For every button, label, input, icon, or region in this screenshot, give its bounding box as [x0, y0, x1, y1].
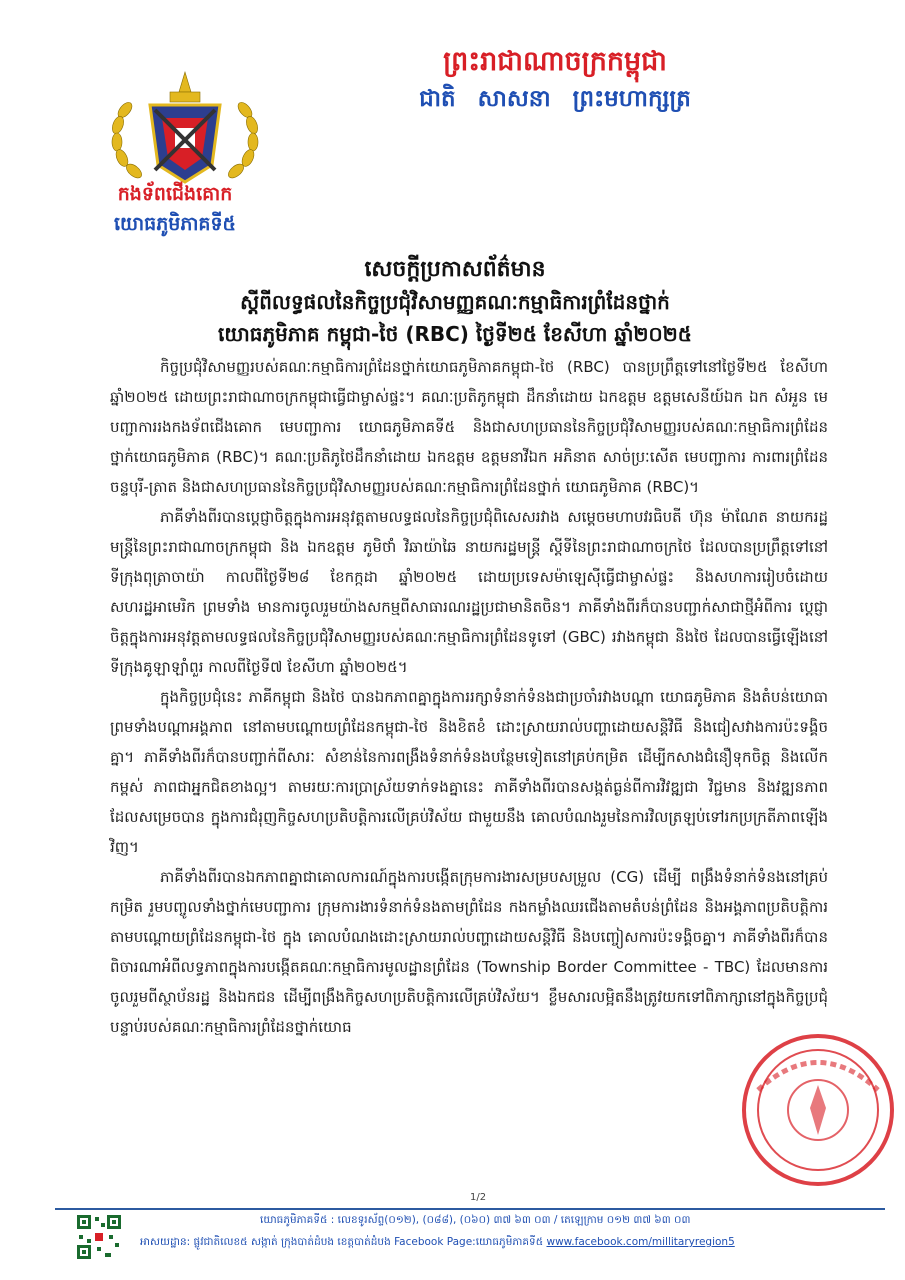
kingdom-heading: ព្រះរាជាណាចក្រកម្ពុជា — [443, 46, 667, 77]
document-subtitle-line2: យោធភូមិភាគ កម្ពុជា-ថៃ (RBC) ថ្ងៃទី២៥ ខែសីហា ឆ្នាំ២០២៥ — [218, 322, 692, 346]
page-number: 1/2 — [470, 1192, 487, 1203]
paragraph-1: កិច្ចប្រជុំវិសាមញ្ញរបស់គណៈកម្មាធិការព្រំដែនថ្នាក់យោធភូមិភាគកម្ពុជា-ថៃ (RBC) បានប្រព្រឹត្តទៅនៅថ្ងៃទី២៥ ខែសីហា ឆ្នាំ២០២៥ ដោយព្រះរាជាណាចក្រកម្ពុជាធ្វើជាម្ចាស់ផ្ទះ។ គណៈប្រតិភូកម្ពុជា ដឹកនាំដោយ ឯកឧត្តម ឧត្តមសេនីយ៍ឯក ឯក សំអួន មេបញ្ជាការរងកងទ័ពជើងគោក មេបញ្ជាការ យោធភូមិភាគទី៥ និងជាសហប្រធាននៃកិច្ចប្រជុំវិសាមញ្ញរបស់គណៈកម្មាធិការព្រំដែនថ្នាក់យោធភូមិភាគ (RBC)។ គណៈប្រតិភូថៃដឹកនាំដោយ ឯកឧត្តម ឧត្តមនាវីឯក អភិនាត សាច់ប្រៈសើត មេបញ្ជាការ ការពារព្រំដែនចន្ទបុរី-ត្រាត និងជាសហប្រធាននៃកិច្ចប្រជុំវិសាមញ្ញរបស់គណៈកម្មាធិការព្រំដែនថ្នាក់ យោធភូមិភាគ (RBC)។ — [110, 358, 828, 496]
paragraph-2: ភាគីទាំងពីរបានប្ដេជ្ញាចិត្តក្នុងការអនុវត្តតាមលទ្ធផលនៃកិច្ចប្រជុំពិសេសរវាង សម្ដេចមហាបវរធិបតី ហ៊ុន ម៉ាណែត នាយករដ្ឋមន្ត្រីនៃព្រះរាជាណាចក្រកម្ពុជា និង ឯកឧត្តម ភូមិថាំ វិឆាយ៉ាឆៃ នាយករដ្ឋមន្ត្រី ស្ដីទីនៃព្រះរាជាណាចក្រថៃ ដែលបានប្រព្រឹត្តទៅនៅទីក្រុងពុត្រាចាយ៉ា កាលពីថ្ងៃទី២៨ ខែកក្កដា ឆ្នាំ២០២៥ ដោយប្រទេសម៉ាឡេស៊ីធ្វើជាម្ចាស់ផ្ទះ និងសហការរៀបចំដោយសហរដ្ឋអាមេរិក ព្រមទាំង មានការចូលរួមយ៉ាងសកម្មពីសាធារណរដ្ឋប្រជាមានិតចិន។ ភាគីទាំងពីរក៏បានបញ្ជាក់សាជាថ្មីអំពីការ ប្ដេជ្ញាចិត្តក្នុងការអនុវត្តតាមលទ្ធផលនៃកិច្ចប្រជុំវិសាមញ្ញរបស់គណៈកម្មាធិការព្រំដែនទូទៅ (GBC) រវាងកម្ពុជា និងថៃ ដែលបានធ្វើឡើងនៅទីក្រុងគូឡាឡាំពួរ កាលពីថ្ងៃទី៧ ខែសីហា ឆ្នាំ២០២៥។ — [110, 508, 828, 676]
facebook-label: Facebook Page:យោធភូមិភាគទី៥ — [394, 1236, 544, 1248]
footer-divider — [55, 1208, 885, 1210]
national-motto: ជាតិ សាសនា ព្រះមហាក្សត្រ — [419, 86, 691, 112]
unit-name-line1: កងទ័ពជើងគោក — [117, 183, 233, 205]
qr-code-icon — [75, 1213, 123, 1261]
unit-name-line2: យោធភូមិភាគទី៥ — [114, 213, 236, 235]
paragraph-4: ភាគីទាំងពីរបានឯកភាពគ្នាជាគោលការណ៍ក្នុងការបង្កើតក្រុមការងារសម្របសម្រួល (CG) ដើម្បី ពង្រឹងទំនាក់ទំនងនៅគ្រប់កម្រិត រួមបញ្ចូលទាំងថ្នាក់មេបញ្ជាការ ក្រុមការងារទំនាក់ទំនងតាមព្រំដែន កងកម្លាំងឈរជើងតាមតំបន់ព្រំដែន និងអង្គភាពប្រតិបត្តិការតាមបណ្ដោយព្រំដែនកម្ពុជា-ថៃ ក្នុង គោលបំណងដោះស្រាយរាល់បញ្ហាដោយសន្តិវិធី និងបញ្ចៀសការប៉ះទង្គិចគ្នា។ ភាគីទាំងពីរក៏បាន ពិចារណាអំពីលទ្ធភាពក្នុងការបង្កើតគណៈកម្មាធិការមូលដ្ឋានព្រំដែន (Township Border Committee - TBC) ដែលមានការចូលរួមពីស្ថាប័នរដ្ឋ និងឯកជន ដើម្បីពង្រឹងកិច្ចសហប្រតិបត្តិការលើគ្រប់វិស័យ។ ខ្លឹមសារលម្អិតនឹងត្រូវយកទៅពិភាក្សានៅក្នុងកិច្ចប្រជុំបន្ទាប់របស់គណៈកម្មាធិការព្រំដែនថ្នាក់យោធ — [110, 868, 828, 1036]
footer-contact: យោធភូមិភាគទី៥ : លេខទូរស័ព្ទ(០១២), (០៨៨), (០៦០) ៣៧ ៦៣ ០៣ / តេឡេក្រាម ០១២ ៣៧ ៦៣ ០៣ — [260, 1214, 691, 1226]
paragraph-3: ក្នុងកិច្ចប្រជុំនេះ ភាគីកម្ពុជា និងថៃ បានឯកភាពគ្នាក្នុងការរក្សាទំនាក់ទំនងជាប្រចាំរវាងបណ្ដា យោធភូមិភាគ និងតំបន់យោធា ព្រមទាំងបណ្ដាអង្គភាព នៅតាមបណ្ដោយព្រំដែនកម្ពុជា-ថៃ និងខិតខំ ដោះស្រាយរាល់បញ្ហាដោយសន្តិវិធី និងជៀសវាងការប៉ះទង្គិចគ្នា។ ភាគីទាំងពីរក៏បានបញ្ជាក់ពីសារៈ សំខាន់នៃការពង្រឹងទំនាក់ទំនងបន្ថែមទៀតនៅគ្រប់កម្រិត ដើម្បីកសាងជំនឿទុកចិត្ត និងលើកកម្ពស់ ភាពជាអ្នកជិតខាងល្អ។ តាមរយៈការប្រាស្រ័យទាក់ទងគ្នានេះ ភាគីទាំងពីរបានសង្កត់ធ្ងន់ពីការវិវឌ្ឍជា វិជ្ជមាន និងវឌ្ឍនភាពដែលសម្រេចបាន ក្នុងការជំរុញកិច្ចសហប្រតិបត្តិការលើគ្រប់វិស័យ ជាមួយនឹង គោលបំណងរួមនៃការវិលត្រឡប់ទៅរកប្រក្រតីភាពឡើងវិញ។ — [110, 688, 828, 856]
facebook-link[interactable]: www.facebook.com/millitaryregion5 — [546, 1236, 735, 1248]
document-subtitle-line1: ស្ដីពីលទ្ធផលនៃកិច្ចប្រជុំវិសាមញ្ញគណៈកម្មាធិការព្រំដែនថ្នាក់ — [240, 290, 670, 314]
document-body — [110, 352, 828, 1042]
footer-address-line — [140, 1236, 900, 1251]
military-emblem-icon — [100, 70, 270, 190]
footer-address: អាសយដ្ឋាន: ផ្លូវជាតិលេខ៥ សង្កាត់ ក្រុងបាត់ដំបង ខេត្តបាត់ដំបង — [140, 1236, 391, 1248]
document-title: សេចក្ដីប្រកាសព័ត៌មាន — [364, 257, 546, 282]
official-seal-stamp — [738, 1030, 898, 1190]
